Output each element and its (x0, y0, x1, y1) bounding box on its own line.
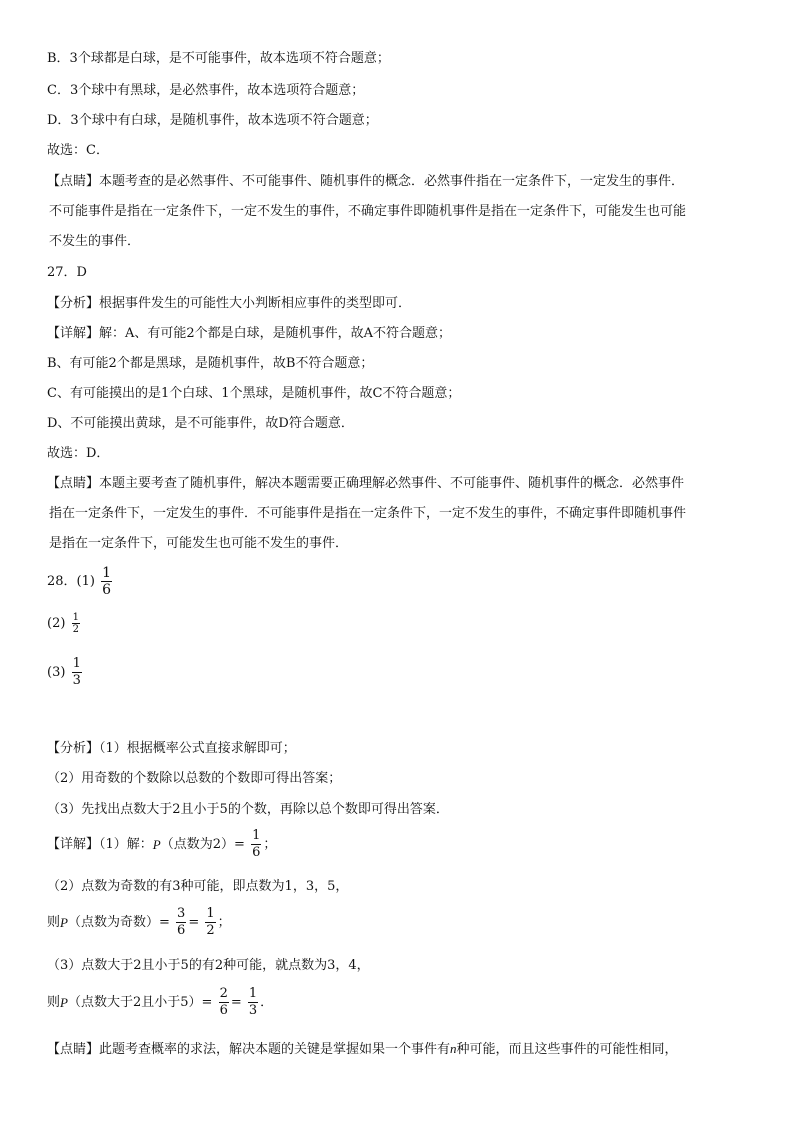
fraction-numerator: 3 (177, 906, 186, 921)
fraction-two-sixths (219, 986, 229, 1019)
detail-28-part-2-result (47, 906, 231, 939)
probability-condition: （点数大于2且小于5） (67, 994, 202, 1010)
equals-sign: = (188, 914, 200, 930)
fraction-denominator: 3 (72, 673, 81, 688)
equals-sign: = (230, 994, 242, 1010)
comment-27-line-1: 【点睛】本题主要考查了随机事件，解决本题需要正确理解必然事件、不可能事件、随机事件的概念．必然事件 (47, 476, 685, 491)
comment-26-line-1: 【点睛】本题考查的是必然事件、不可能事件、随机事件的概念．必然事件指在一定条件下，一定发生的事件． (47, 174, 685, 189)
analysis-28-line-2: （2）用奇数的个数除以总数的个数即可得出答案； (47, 771, 342, 786)
probability-symbol: P (60, 994, 68, 1010)
comment-28-suffix: 种可能，而且这些事件的可能性相同， (456, 1042, 678, 1057)
fraction-result (251, 828, 261, 861)
detail-prefix: 【详解】（1）解： (47, 836, 153, 852)
answer-c-line: 故选：C． (47, 143, 109, 158)
analysis-28-line-3: （3）先找出点数大于2且小于5的个数，再除以总个数即可得出答案． (47, 802, 449, 817)
part-2-label: (2) (47, 615, 66, 631)
question-28-part-3 (47, 656, 84, 689)
fraction-numerator: 1 (72, 656, 81, 671)
comment-26-line-3: 不发生的事件． (49, 234, 141, 249)
comment-28-line-1 (47, 1040, 678, 1059)
detail-28-part-2-intro: （2）点数为奇数的有3种可能，即点数为1，3，5， (47, 879, 349, 894)
comment-28-text: 【点睛】此题考查概率的求法，解决本题的关键是掌握如果一个事件有 (47, 1042, 451, 1057)
question-28-number: 28． (47, 573, 77, 589)
fraction-one-third (72, 656, 82, 689)
fraction-numerator: 1 (248, 986, 258, 1001)
fraction-denominator: 6 (252, 845, 261, 860)
line-end: ； (217, 914, 231, 930)
probability-condition: （点数为奇数） (67, 914, 159, 930)
question-28-part-1 (47, 565, 114, 598)
equals-sign: = (201, 994, 213, 1010)
option-c-line: C．3个球中有黑球，是必然事件，故本选项符合题意； (47, 83, 365, 98)
fraction-numerator: 1 (206, 906, 215, 921)
fraction-numerator: 2 (219, 986, 228, 1001)
probability-symbol: P (60, 914, 68, 930)
option-b-line: B．3个球都是白球，是不可能事件，故本选项不符合题意； (47, 51, 390, 66)
detail-28-part-3-intro: （3）点数大于2且小于5的有2种可能，就点数为3，4， (47, 958, 370, 973)
fraction-denominator: 6 (219, 1003, 228, 1018)
fraction-denominator: 6 (177, 923, 186, 938)
comment-27-line-3: 是指在一定条件下，可能发生也可能不发生的事件． (49, 536, 349, 551)
fraction-one-half (205, 906, 215, 939)
detail-prefix: 则 (47, 914, 61, 930)
analysis-28-line-1: 【分析】（1）根据概率公式直接求解即可； (47, 741, 296, 756)
question-28-part-2 (47, 612, 82, 635)
equals-sign: = (158, 914, 170, 930)
line-end: ． (260, 994, 274, 1010)
detail-27-c: C、有可能摸出的是1个白球、1个黑球，是随机事件，故C不符合题意； (47, 386, 461, 401)
fraction-three-sixths (176, 906, 186, 939)
line-end: ； (263, 836, 277, 852)
fraction-one-sixth (101, 565, 112, 598)
probability-symbol: P (152, 836, 161, 852)
fraction-denominator: 3 (248, 1003, 258, 1018)
comment-26-line-2: 不可能事件是指在一定条件下，一定不发生的事件，不确定事件即随机事件是指在一定条件下，可能发生也可能 (49, 204, 687, 219)
probability-condition: （点数为2） (160, 836, 235, 852)
comment-27-line-2: 指在一定条件下，一定发生的事件．不可能事件是指在一定条件下，一定不发生的事件，不确定事件即随机事件 (49, 506, 687, 521)
question-27-answer: 27．D (47, 265, 87, 280)
fraction-denominator: 2 (206, 923, 215, 938)
detail-27-d: D、不可能摸出黄球，是不可能事件，故D符合题意． (47, 416, 354, 431)
equals-sign: = (234, 836, 245, 852)
detail-28-part-3-result (47, 986, 273, 1019)
fraction-one-third (248, 986, 258, 1019)
fraction-numerator: 1 (252, 828, 261, 843)
part-3-label: (3) (47, 664, 66, 680)
fraction-numerator: 1 (102, 565, 112, 581)
detail-27-a: 【详解】解：A、有可能2个都是白球，是随机事件，故A不符合题意； (47, 326, 452, 341)
detail-prefix: 则 (47, 994, 61, 1010)
fraction-one-half (72, 612, 80, 635)
variable-n: n (450, 1041, 457, 1056)
answer-d-line: 故选：D． (47, 446, 110, 461)
fraction-denominator: 2 (72, 624, 79, 635)
analysis-27: 【分析】根据事件发生的可能性大小判断相应事件的类型即可． (47, 296, 412, 311)
part-1-label: (1) (76, 573, 95, 589)
detail-28-part-1 (47, 828, 276, 861)
detail-27-b: B、有可能2个都是黑球，是随机事件，故B不符合题意； (47, 356, 374, 371)
option-d-line: D．3个球中有白球，是随机事件，故本选项不符合题意； (47, 113, 378, 128)
fraction-numerator: 1 (72, 612, 79, 623)
fraction-denominator: 6 (102, 582, 112, 598)
